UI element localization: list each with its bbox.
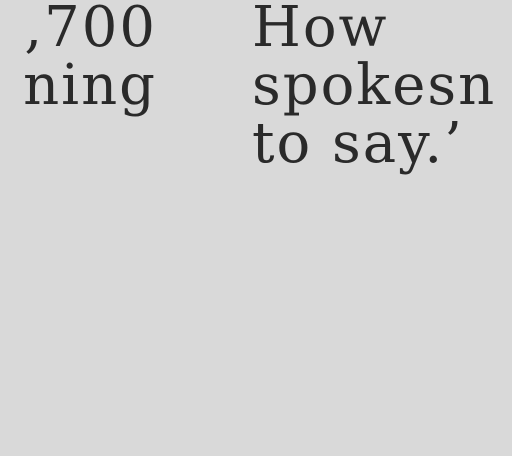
left-line-2: ning xyxy=(23,53,157,118)
right-line-3: to say.’ xyxy=(252,111,464,176)
right-line-1: How xyxy=(252,0,389,60)
left-text-column xyxy=(23,0,157,118)
right-line-2: spokesn xyxy=(252,53,497,118)
left-line-1: ,700 xyxy=(24,0,157,60)
right-text-column xyxy=(252,0,497,176)
